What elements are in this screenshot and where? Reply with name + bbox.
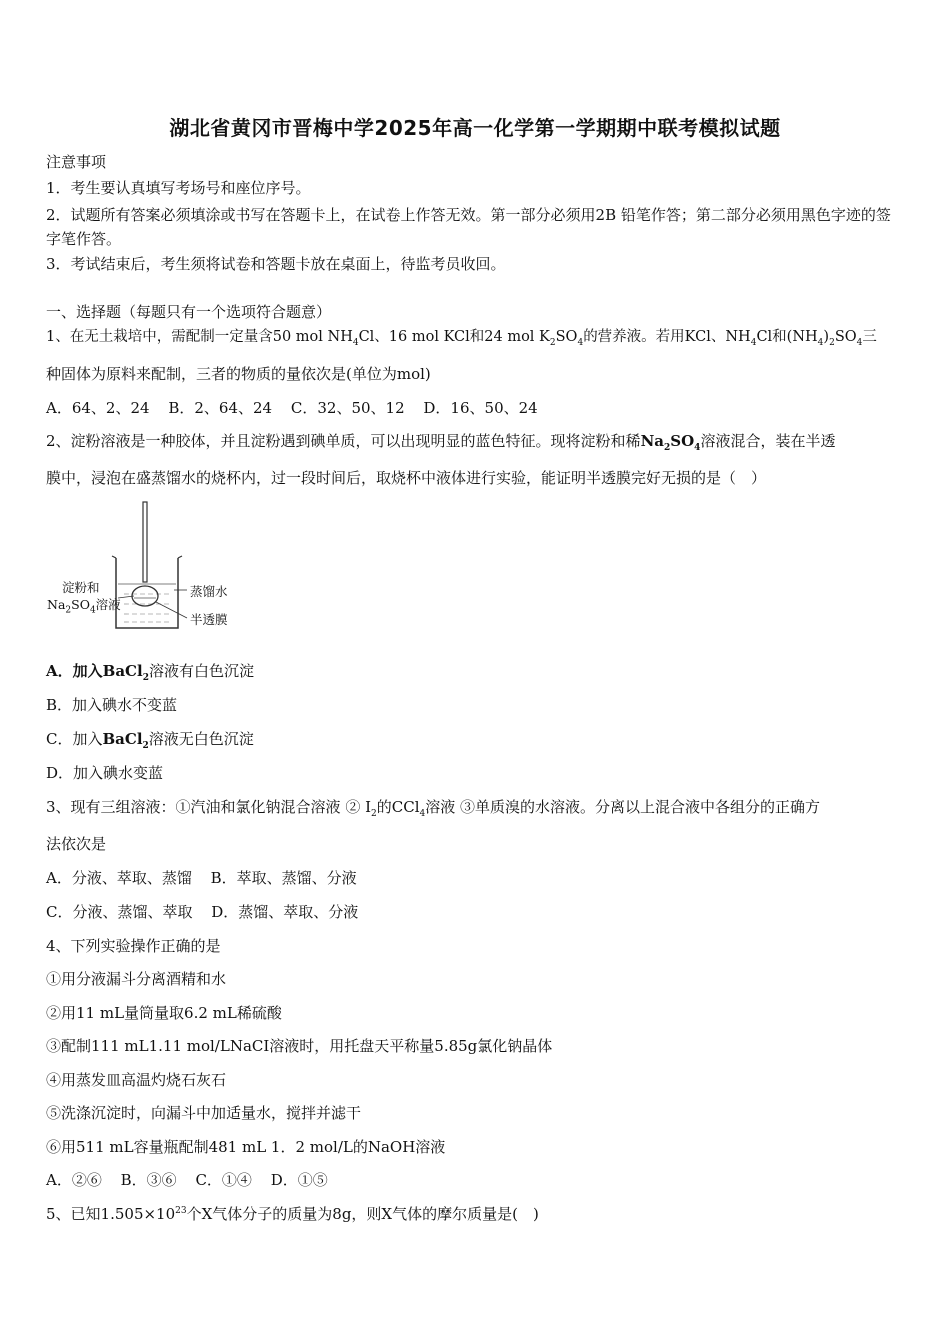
q3-option-b[interactable]: B．萃取、蒸馏、分液 [210, 869, 357, 887]
q4-stem: 4、下列实验操作正确的是 [46, 937, 221, 955]
notice-item-3: 3．考试结束后，考生须将试卷和答题卡放在桌面上，待监考员收回。 [46, 255, 506, 273]
figure-label-solution-2: $Na_2SO_4$溶液 [47, 597, 121, 616]
q1-options [46, 398, 538, 418]
q3-stem-line2: 法依次是 [46, 835, 107, 853]
q2-option-d[interactable]: D．加入碘水变蓝 [46, 764, 164, 782]
notice-item-1: 1．考生要认真填写考场号和座位序号。 [46, 179, 311, 197]
q1-option-b[interactable]: B．2、64、24 [168, 399, 273, 417]
q3-options-row2 [46, 902, 358, 922]
q2-stem-line2: 膜中，浸泡在盛蒸馏水的烧杯内，过一段时间后，取烧杯中液体进行实验，能证明半透膜完好无损的是（ ） [46, 469, 767, 487]
section-heading: 一、选择题（每题只有一个选项符合题意） [46, 303, 332, 321]
figure-label-water: 蒸馏水 [190, 584, 228, 599]
q3-option-a[interactable]: A．分液、萃取、蒸馏 [46, 869, 192, 887]
q4-item-2: ②用11 mL量筒量取6.2 mL稀硫酸 [46, 1004, 282, 1022]
q1-option-c[interactable]: C．32、50、12 [290, 399, 405, 417]
figure-label-solution-1: 淀粉和 [62, 580, 100, 595]
q4-option-c[interactable]: C．①④ [195, 1171, 252, 1189]
notice-heading: 注意事项 [46, 153, 107, 171]
q4-item-4: ④用蒸发皿高温灼烧石灰石 [46, 1071, 227, 1089]
q3-options-row1 [46, 868, 357, 888]
figure-label-membrane: 半透膜 [190, 612, 228, 627]
q4-item-1: ①用分液漏斗分离酒精和水 [46, 970, 227, 988]
q4-option-a[interactable]: A．②⑥ [46, 1171, 102, 1189]
q3-option-d[interactable]: D．蒸馏、萃取、分液 [211, 903, 359, 921]
q2-option-c[interactable]: C．加入BaCl$_2$溶液无白色沉淀 [46, 730, 254, 751]
q1-option-a[interactable]: A．64、2、24 [46, 399, 150, 417]
dialysis-apparatus-figure [44, 498, 244, 638]
notice-item-2: 2．试题所有答案必须填涂或书写在答题卡上，在试卷上作答无效。第一部分必须用2B 铅笔作答；第二部分必须用黑色字迹的签字笔作答。 [46, 206, 891, 248]
page-title: 湖北省黄冈市晋梅中学2025年高一化学第一学期期中联考模拟试题 [169, 116, 781, 140]
q1-stem-line2: 种固体为原料来配制，三者的物质的量依次是(单位为mol) [46, 365, 431, 383]
q2-stem-line1: 2、淀粉溶液是一种胶体，并且淀粉遇到碘单质，可以出现明显的蓝色特征。现将淀粉和稀$Na_2SO_4$溶液混合，装在半透 [46, 432, 836, 453]
q5-stem: 5、已知$1.505\times 10^{23}$个X气体分子的质量为8g，则X气体的摩尔质量是( ) [46, 1205, 539, 1223]
q1-stem-line1: 1、在无土栽培中，需配制一定量含50 mol $NH_4Cl$、16 mol KCl和24 mol $K_2SO_4$的营养液。若用KCl、$NH_4Cl$和$(NH_4)_2SO_4$三 [46, 329, 877, 348]
q4-option-b[interactable]: B．③⑥ [120, 1171, 177, 1189]
q3-stem-line1: 3、现有三组溶液：①汽油和氯化钠混合溶液 ② $I_2$的CCl$_4$溶液 ③单质溴的水溶液。分离以上混合液中各组分的正确方 [46, 798, 821, 819]
q4-options [46, 1170, 328, 1190]
q1-option-d[interactable]: D．16、50、24 [423, 399, 538, 417]
q4-option-d[interactable]: D．①⑤ [270, 1171, 328, 1189]
q4-item-6: ⑥用511 mL容量瓶配制481 mL 1．2 mol/L的NaOH溶液 [46, 1138, 446, 1156]
q2-option-a[interactable]: A．加入BaCl$_2$溶液有白色沉淀 [46, 662, 254, 683]
q2-option-b[interactable]: B．加入碘水不变蓝 [46, 696, 178, 714]
q3-option-c[interactable]: C．分液、蒸馏、萃取 [46, 903, 193, 921]
q4-item-3: ③配制111 mL1.11 mol/LNaCI溶液时，用托盘天平称量5.85g氯化钠晶体 [46, 1037, 553, 1055]
q4-item-5: ⑤洗涤沉淀时，向漏斗中加适量水，搅拌并滤干 [46, 1104, 362, 1122]
